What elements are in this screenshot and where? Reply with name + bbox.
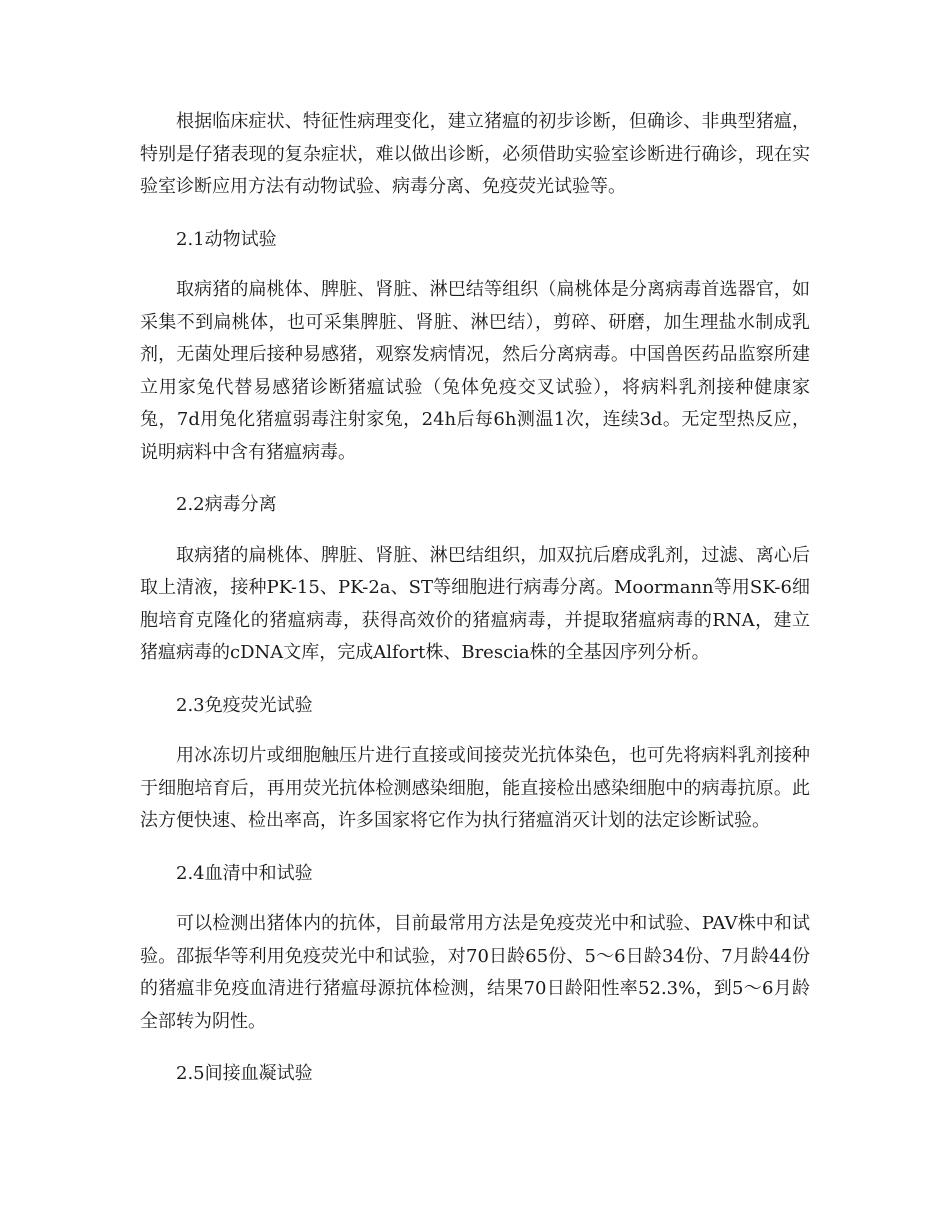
document-page: [140, 106, 810, 1091]
section-body-2-2: 取病猪的扁桃体、脾脏、肾脏、淋巴结组织，加双抗后磨成乳剂，过滤、离心后取上清液，接种PK-15、PK-2a、ST等细胞进行病毒分离。Moormann等用SK-6细胞培育克隆化的猪瘟病毒，获得高效价的猪瘟病毒，并提取猪瘟病毒的RNA，建立猪瘟病毒的cDNA文库，完成Alfort株、Brescia株的全基因序列分析。: [140, 544, 810, 663]
section-heading-2-4: 2.4血清中和试验: [176, 862, 313, 884]
section-heading-2-1: 2.1动物试验: [176, 228, 277, 250]
section-body-2-4: 可以检测出猪体内的抗体，目前最常用方法是免疫荧光中和试验、PAV株中和试验。邵振华等利用免疫荧光中和试验，对70日龄65份、5～6日龄34份、7月龄44份的猪瘟非免疫血清进行猪瘟母源抗体检测，结果70日龄阳性率52.3%，到5～6月龄全部转为阴性。: [140, 913, 810, 1032]
intro-paragraph: 根据临床症状、特征性病理变化，建立猪瘟的初步诊断，但确诊、非典型猪瘟，特别是仔猪表现的复杂症状，难以做出诊断，必须借助实验室诊断进行确诊，现在实验室诊断应用方法有动物试验、病毒分离、免疫荧光试验等。: [140, 111, 810, 197]
section-heading-2-2: 2.2病毒分离: [176, 494, 277, 515]
section-heading-2-3: 2.3免疫荧光试验: [176, 694, 313, 716]
section-heading-2-5: 2.5间接血凝试验: [176, 1063, 313, 1084]
section-body-2-3: 用冰冻切片或细胞触压片进行直接或间接荧光抗体染色，也可先将病料乳剂接种于细胞培育后，再用荧光抗体检测感染细胞，能直接检出感染细胞中的病毒抗原。此法方便快速、检出率高，许多国家将它作为执行猪瘟消灭计划的法定诊断试验。: [140, 745, 810, 831]
section-body-2-1: 取病猪的扁桃体、脾脏、肾脏、淋巴结等组织（扁桃体是分离病毒首选器官，如采集不到扁桃体，也可采集脾脏、肾脏、淋巴结），剪碎、研磨，加生理盐水制成乳剂，无菌处理后接种易感猪，观察发病情况，然后分离病毒。中国兽医药品监察所建立用家兔代替易感猪诊断猪瘟试验（兔体免疫交叉试验），将病料乳剂接种健康家兔，7d用兔化猪瘟弱毒注射家兔，24h后每6h测温1次，连续3d。无定型热反应，说明病料中含有猪瘟病毒。: [140, 279, 810, 463]
